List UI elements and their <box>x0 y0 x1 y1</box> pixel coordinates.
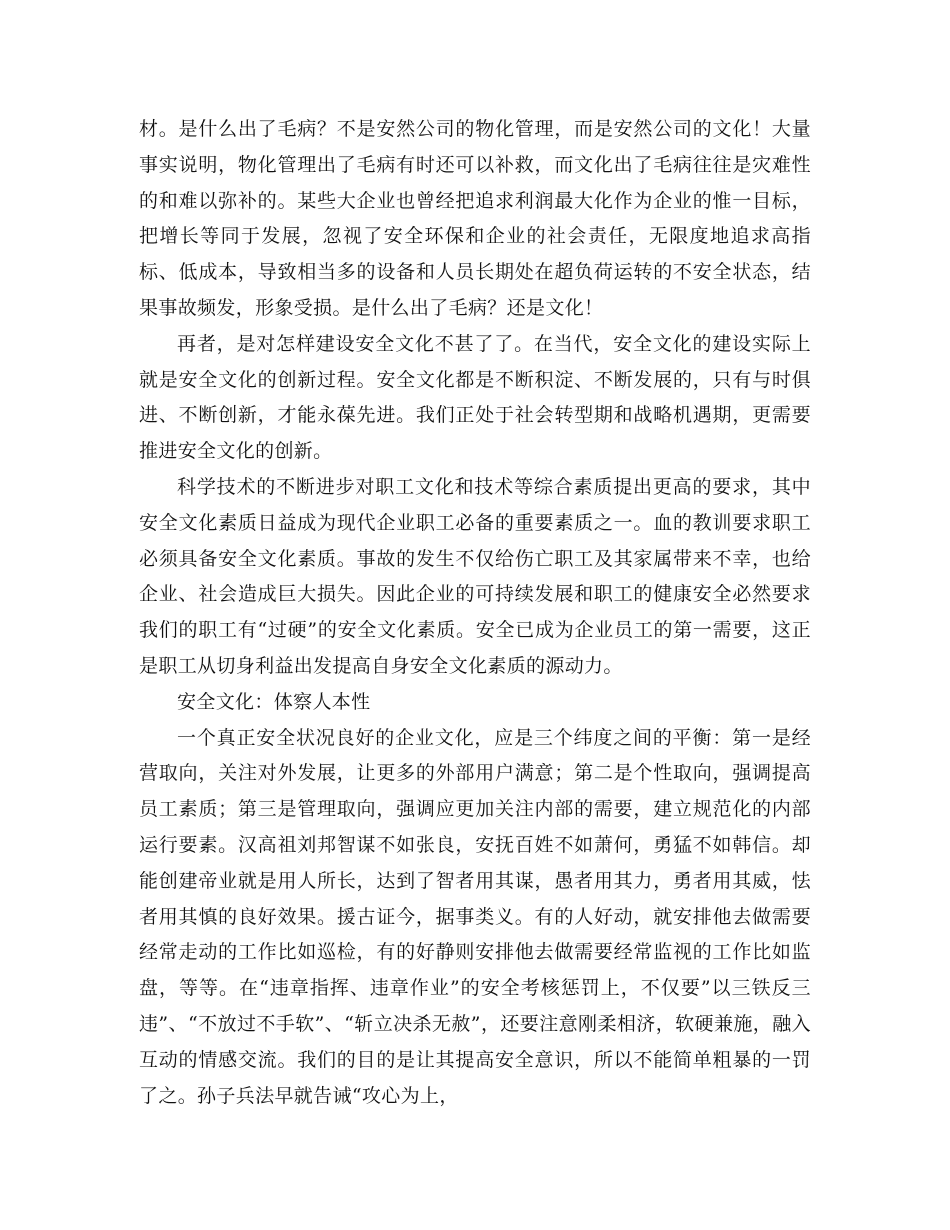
document-body <box>139 112 811 1114</box>
section-heading: 安全文化：体察人本性 <box>177 690 371 713</box>
paragraph-3: 科学技术的不断进步对职工文化和技术等综合素质提出更高的要求，其中安全文化素质日益成为现代企业职工必备的重要素质之一。血的教训要求职工必须具备安全文化素质。事故的发生不仅给伤亡职工及其家属带来不幸，也给企业、社会造成巨大损失。因此企业的可持续发展和职工的健康安全必然要求我们的职工有“过硬”的安全文化素质。安全已成为企业员工的第一需要，这正是职工从切身利益出发提高自身安全文化素质的源动力。 <box>139 475 811 677</box>
paragraph-2: 再者，是对怎样建设安全文化不甚了了。在当代，安全文化的建设实际上就是安全文化的创新过程。安全文化都是不断积淀、不断发展的，只有与时俱进、不断创新，才能永葆先进。我们正处于社会转型期和战略机遇期，更需要推进安全文化的创新。 <box>139 332 811 463</box>
paragraph-4: 一个真正安全状况良好的企业文化，应是三个纬度之间的平衡：第一是经营取向，关注对外发展，让更多的外部用户满意；第二是个性取向，强调提高员工素质；第三是管理取向，强调应更加关注内部的需要，建立规范化的内部运行要素。汉高祖刘邦智谋不如张良，安抚百姓不如萧何，勇猛不如韩信。却能创建帝业就是用人所长，达到了智者用其谋，愚者用其力，勇者用其威，怯者用其慎的良好效果。援古证今，据事类义。有的人好动，就安排他去做需要经常走动的工作比如巡检，有的好静则安排他去做需要经常监视的工作比如监盘，等等。在“违章指挥、违章作业”的安全考核惩罚上，不仅要”以三铁反三违”、“不放过不手软”、“斩立决杀无赦”，还要注意刚柔相济，软硬兼施，融入互动的情感交流。我们的目的是让其提高安全意识，所以不能简单粗暴的一罚了之。孙子兵法早就告诫“攻心为上， <box>139 726 811 1107</box>
paragraph-1: 材。是什么出了毛病？不是安然公司的物化管理，而是安然公司的文化！大量事实说明，物化管理出了毛病有时还可以补救，而文化出了毛病往往是灾难性的和难以弥补的。某些大企业也曾经把追求利润最大化作为企业的惟一目标，把增长等同于发展，忽视了安全环保和企业的社会责任，无限度地追求高指标、低成本，导致相当多的设备和人员长期处在超负荷运转的不安全状态，结果事故频发，形象受损。是什么出了毛病？还是文化！ <box>139 118 811 319</box>
